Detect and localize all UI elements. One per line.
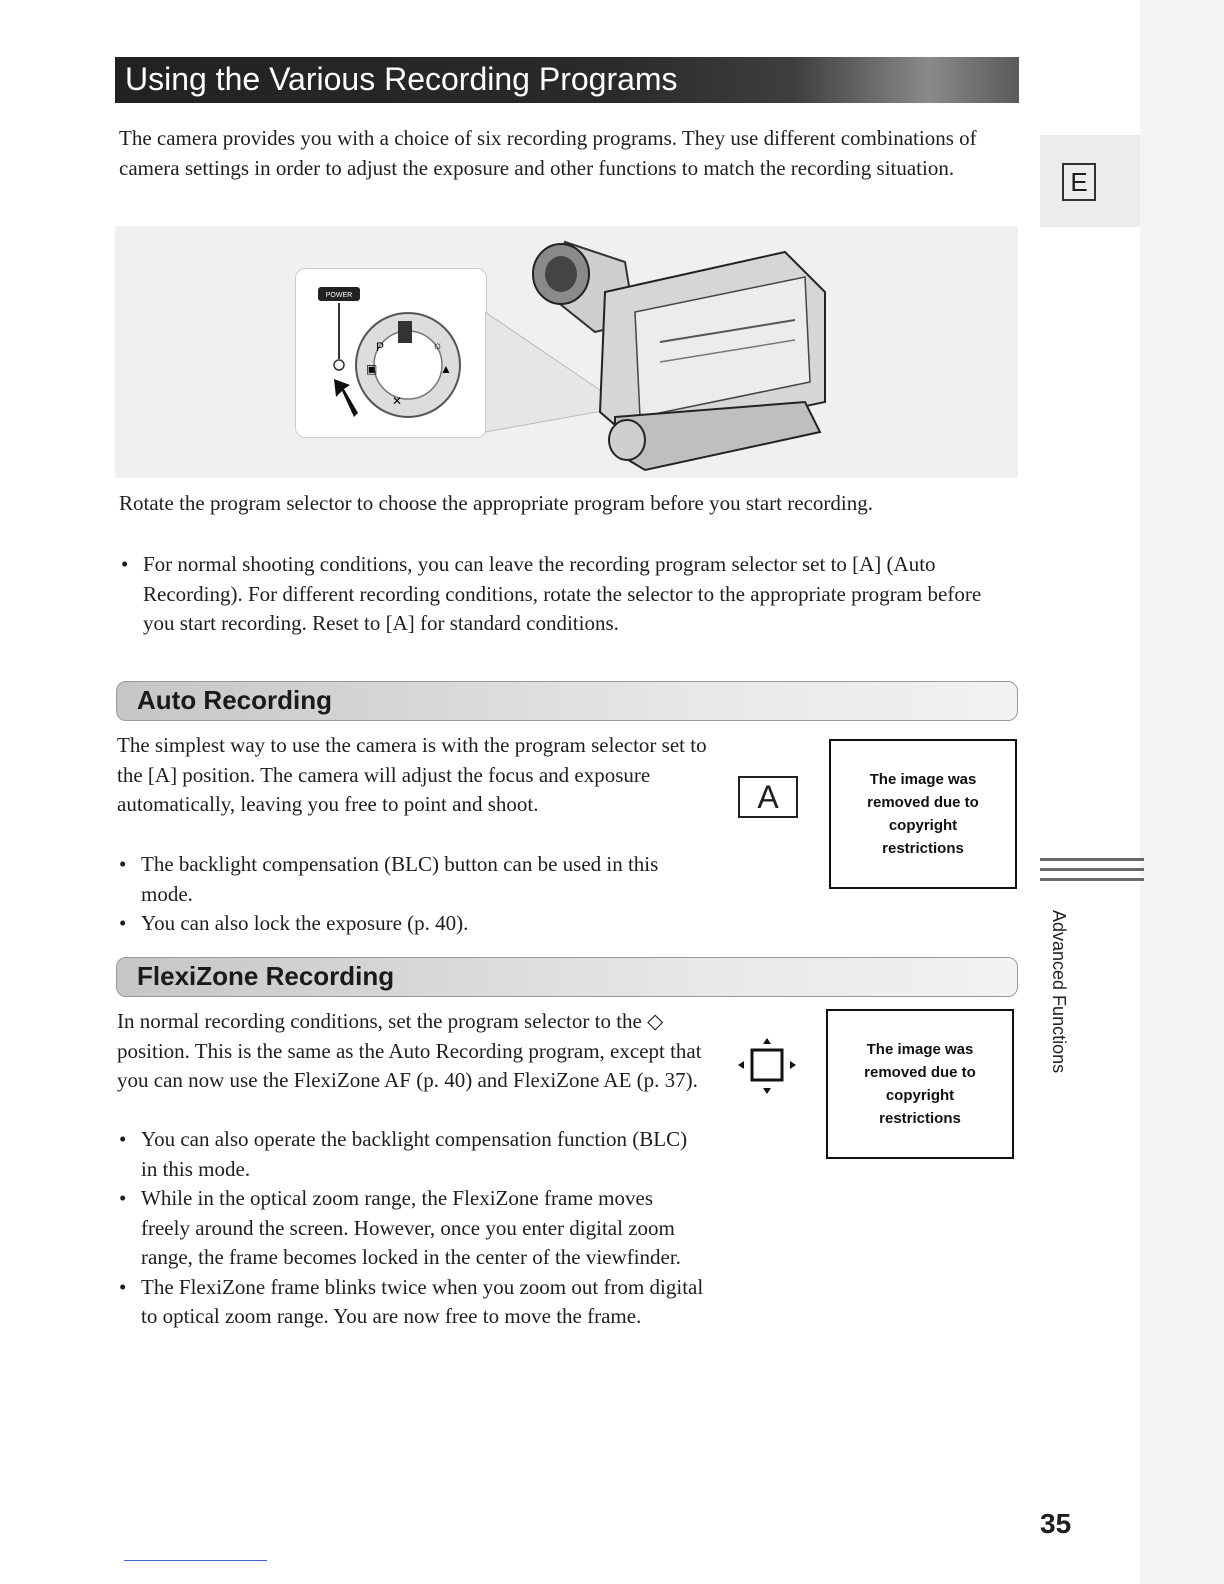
rotate-paragraph: Rotate the program selector to choose the appropriate program before you start recording. <box>119 491 873 515</box>
auto-mode-icon: A <box>738 776 798 818</box>
flexizone-recording-header <box>116 957 1018 997</box>
flexizone-paragraph: In normal recording conditions, set the program selector to the ◇ position. This is the same as the Auto Recording program, except that you can now use the FlexiZone AF (p. 40) and FlexiZone AE (p. 37). <box>117 1009 702 1092</box>
removed-image-placeholder <box>826 1009 1014 1159</box>
flexizone-mode-icon <box>732 1036 802 1100</box>
camera-figure <box>115 226 1018 478</box>
removed-image-notice: The image was removed due to copyright restrictions <box>867 771 979 857</box>
list-item: • The backlight compensation (BLC) button can be used in this mode. <box>117 850 707 909</box>
intro-paragraph: The camera provides you with a choice of six recording programs. They use different combinations of camera settings in order to adjust the exposure and other functions to match the recording situation. <box>119 126 977 180</box>
svg-text:P: P <box>376 340 385 354</box>
page-margin-shade <box>1140 0 1224 1584</box>
rotate-bullet-list <box>119 550 999 639</box>
language-tab-label: E <box>1062 163 1096 201</box>
section-thumb-index <box>1040 858 1144 888</box>
auto-recording-bullet-list <box>117 850 707 939</box>
auto-recording-title: Auto Recording <box>137 685 332 715</box>
flexizone-bullet-list <box>117 1125 707 1332</box>
title-banner <box>115 57 1019 103</box>
svg-text:☼: ☼ <box>432 338 443 352</box>
svg-text:✕: ✕ <box>392 394 403 408</box>
flexizone-recording-title: FlexiZone Recording <box>137 961 395 991</box>
list-item: • While in the optical zoom range, the FlexiZone frame moves freely around the screen. However, once you enter digital zoom range, the frame becomes locked in the center of the viewfinder. <box>117 1184 707 1273</box>
power-label: POWER <box>325 292 353 299</box>
list-item: • You can also lock the exposure (p. 40). <box>117 909 707 939</box>
language-tab <box>1040 135 1140 227</box>
page-title: Using the Various Recording Programs <box>125 61 678 97</box>
auto-recording-paragraph: The simplest way to use the camera is with the program selector set to the [A] position. The camera will adjust the focus and exposure automatically, leaving you free to point and shoot. <box>117 733 707 816</box>
removed-image-placeholder <box>829 739 1017 889</box>
svg-text:▣: ▣ <box>366 362 378 376</box>
footer-rule <box>124 1560 267 1561</box>
auto-recording-header <box>116 681 1018 721</box>
section-side-label: Advanced Functions <box>1049 910 1069 1074</box>
list-item: • For normal shooting conditions, you can leave the recording program selector set to [A] (Auto Recording). For different recording conditions, rotate the selector to the appropriate program before you start recording. Reset to [A] for standard conditions. <box>119 550 999 639</box>
removed-image-notice: The image was removed due to copyright restrictions <box>864 1041 976 1127</box>
program-dial-callout <box>295 268 487 438</box>
page-number: 35 <box>1040 1508 1072 1539</box>
program-dial-icon <box>296 269 486 437</box>
camcorder-illustration <box>485 232 925 474</box>
list-item: • The FlexiZone frame blinks twice when you zoom out from digital to optical zoom range. You are now free to move the frame. <box>117 1273 707 1332</box>
svg-text:▲: ▲ <box>440 362 452 376</box>
list-item: • You can also operate the backlight compensation function (BLC) in this mode. <box>117 1125 707 1184</box>
